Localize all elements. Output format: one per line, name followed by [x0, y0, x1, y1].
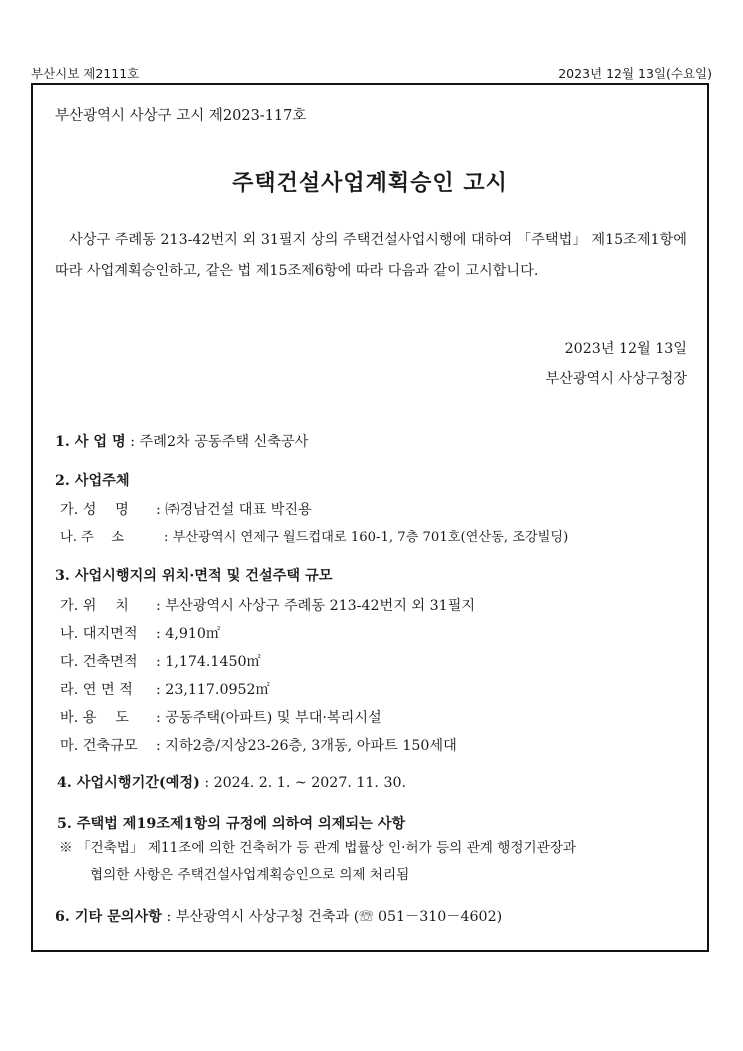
section-2 [55, 470, 687, 490]
section-3-item-value: : 부산광역시 사상구 주례동 213-42번지 외 31필지 [156, 598, 476, 614]
notice-title: 주택건설사업계획승인 고시 [232, 171, 508, 196]
section-3-item-value: : 4,910㎡ [156, 626, 221, 642]
section-3-item-value: : 공동주택(아파트) 및 부대·복리시설 [156, 710, 382, 726]
section-6-label: 6. 기타 문의사항 [55, 909, 162, 925]
section-5-note [59, 835, 691, 889]
section-3-item-value: : 23,117.0952㎡ [156, 682, 270, 698]
section-3-item-label: 다. 건축면적 [60, 654, 138, 670]
section-2-label: 2. 사업주체 [55, 473, 130, 489]
section-3-item [60, 707, 687, 727]
notice-frame [31, 83, 709, 952]
section-3-item-label: 가. 위 치 [60, 598, 129, 614]
gazette-number: 부산시보 제2111호 [31, 66, 140, 81]
section-4 [57, 772, 687, 792]
notice-number: 부산광역시 사상구 고시 제2023-117호 [55, 108, 307, 124]
section-3 [55, 565, 687, 585]
section-5-note-line1: ※ 「건축법」 제11조에 의한 건축허가 등 관계 법률상 인·허가 등의 관계 행정기관장과 [59, 840, 577, 856]
section-3-item [60, 735, 687, 755]
section-5-note-line2: 협의한 사항은 주택건설사업계획승인으로 의제 처리됨 [90, 867, 410, 883]
notice-issuer: 부산광역시 사상구청장 [545, 371, 687, 387]
section-3-item [60, 623, 687, 643]
section-5-label: 5. 주택법 제19조제1항의 규정에 의하여 의제되는 사항 [57, 816, 406, 832]
section-3-item-label: 마. 건축규모 [60, 738, 138, 754]
section-6 [55, 906, 687, 926]
section-4-label: 4. 사업시행기간(예정) [57, 775, 200, 791]
section-3-item-label: 바. 용 도 [60, 710, 129, 726]
notice-date: 2023년 12월 13일 [564, 341, 687, 357]
section-2-name-value: : ㈜경남건설 대표 박진용 [156, 502, 312, 518]
section-3-item-label: 나. 대지면적 [60, 626, 138, 642]
section-3-item [60, 679, 687, 699]
notice-body: 사상구 주례동 213-42번지 외 31필지 상의 주택건설사업시행에 대하여 「주택법」 제15조제1항에 따라 사업계획승인하고, 같은 법 제15조제6항에 따라 다음과 같이 고시합니다. [55, 232, 687, 279]
section-4-value: : 2024. 2. 1. ~ 2027. 11. 30. [204, 775, 407, 791]
section-3-item [60, 595, 687, 615]
section-1-label: 1. 사 업 명 [55, 434, 126, 450]
section-2-address-value: : 부산광역시 연제구 월드컵대로 160-1, 7층 701호(연산동, 조강빌딩) [164, 530, 569, 545]
publication-date: 2023년 12월 13일(수요일) [558, 66, 712, 81]
section-3-item-value: : 지하2층/지상23-26층, 3개동, 아파트 150세대 [156, 738, 457, 754]
section-3-label: 3. 사업시행지의 위치·면적 및 건설주택 규모 [55, 568, 333, 584]
section-2-address-label: 나. 주 소 [60, 530, 124, 545]
section-5 [57, 813, 687, 833]
section-2-name-row [60, 499, 687, 519]
section-2-name-label: 가. 성 명 [60, 502, 129, 518]
section-3-item-label: 라. 연 면 적 [60, 682, 133, 698]
section-1 [55, 431, 687, 451]
section-2-address-row [60, 526, 687, 545]
section-3-item [60, 651, 687, 671]
section-3-item-value: : 1,174.1450㎡ [156, 654, 261, 670]
section-1-value: : 주례2차 공동주택 신축공사 [130, 434, 309, 450]
section-6-value: : 부산광역시 사상구청 건축과 (☏ 051－310－4602) [166, 909, 503, 925]
